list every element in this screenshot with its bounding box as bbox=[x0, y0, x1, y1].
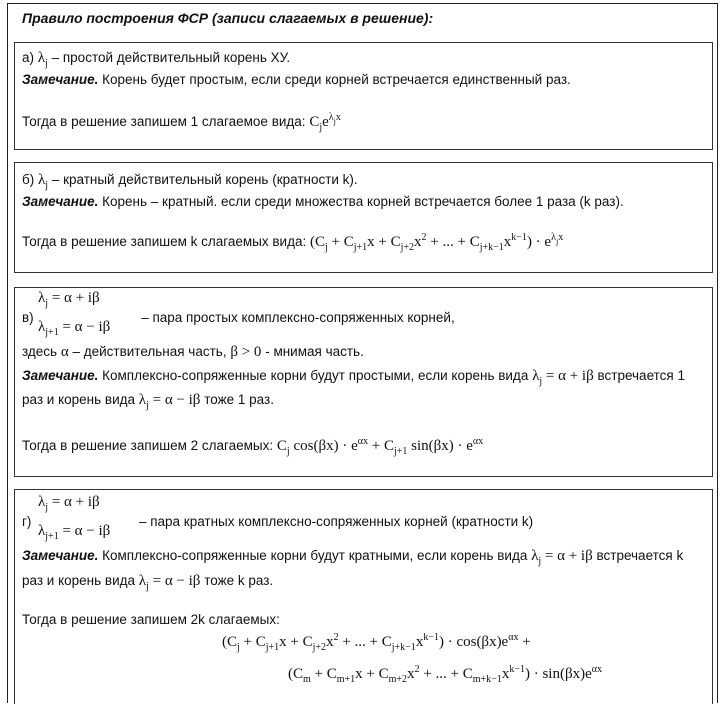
case-d-line5: Тогда в решение запишем 2k слагаемых: bbox=[22, 612, 280, 627]
case-d-eq2: $\lambda_{j+1} = \alpha - i\beta$ bbox=[38, 523, 111, 542]
case-c-note: Замечание. Комплексно-сопряженные корни будут простыми, если корень вида $\lambda_j = \alpha + i\beta$ встречается 1 bbox=[22, 368, 685, 387]
formula-d-line2: ($C_m + C_{m+1}x + C_{m+2}x^2$ + ... + $C_{m+k-1}x^{k-1}) \cdot \sin(\beta x)e^{\alpha x}$ bbox=[288, 664, 602, 685]
case-d-line4: раз и корень вида $\lambda_j = \alpha - i\beta$ тоже k раз. bbox=[22, 573, 274, 592]
lambda-j: $\lambda_j$ bbox=[37, 50, 48, 69]
case-c-line6: раз и корень вида $\lambda_j = \alpha - i\beta$ тоже 1 раз. bbox=[22, 392, 274, 411]
formula-a: $C_je^{\lambda_jx}$ bbox=[309, 112, 341, 133]
case-a-note: Замечание. Корень будет простым, если среди корней встречается единственный раз. bbox=[22, 72, 571, 87]
page-title: Правило построения ФСР (записи слагаемых в решение): bbox=[22, 10, 434, 26]
case-a-line1: а) $\lambda_j$ – простой действительный корень ХУ. bbox=[22, 50, 291, 69]
case-b-line1: б) $\lambda_j$ – кратный действительный корень (кратности k). bbox=[22, 172, 358, 191]
case-c-formula-line: Тогда в решение запишем 2 слагаемых: $C_j$ $\cos(\beta x) \cdot e^{\alpha x} + C_{j+1}$ $\sin(\beta x) \cdot e^{\alpha x}$ bbox=[22, 436, 484, 457]
case-d-eq1: $\lambda_j = \alpha + i\beta$ bbox=[38, 494, 100, 513]
case-d-note: Замечание. Комплексно-сопряженные корни будут кратными, если корень вида $\lambda_j = \alpha + i\beta$ встречается k bbox=[22, 548, 684, 567]
case-c-eq2: $\lambda_{j+1} = \alpha - i\beta$ bbox=[38, 319, 111, 338]
case-c-eq1: $\lambda_j = \alpha + i\beta$ bbox=[38, 290, 100, 309]
case-c-marker-line: в) – пара простых комплексно-сопряженных корней, bbox=[22, 310, 455, 325]
case-a-formula-line: Тогда в решение запишем 1 слагаемое вида: $C_je^{\lambda_jx}$ bbox=[22, 112, 341, 133]
case-b-formula-line: Тогда в решение запишем k слагаемых вида: ($C_j + C_{j+1}x + C_{j+2}x^2$ + ... + $C_{j+k-1}x^{k-1}) \cdot e^{\lambda_jx}$ bbox=[22, 232, 564, 253]
formula-b: ($C_j + C_{j+1}x + C_{j+2}x^2$ + ... + $C_{j+k-1}x^{k-1}) \cdot e^{\lambda_jx}$ bbox=[309, 232, 564, 253]
formula-c: $C_j$ $\cos(\beta x) \cdot e^{\alpha x} + C_{j+1}$ $\sin(\beta x) \cdot e^{\alpha x}$ bbox=[276, 436, 484, 457]
case-b-note: Замечание. Корень – кратный. если среди множества корней встречается более 1 раза (k раз). bbox=[22, 194, 624, 209]
formula-d-line1: ($C_j + C_{j+1}x + C_{j+2}x^2$ + ... + $C_{j+k-1}x^{k-1}) \cdot \cos(\beta x)e^{\alpha x}$ + bbox=[222, 632, 531, 653]
case-d-marker-line: г) – пара кратных комплексно-сопряженных корней (кратности k) bbox=[22, 514, 534, 529]
case-c-here: здесь α – действительная часть, β > 0 - мнимая часть. bbox=[22, 344, 364, 360]
